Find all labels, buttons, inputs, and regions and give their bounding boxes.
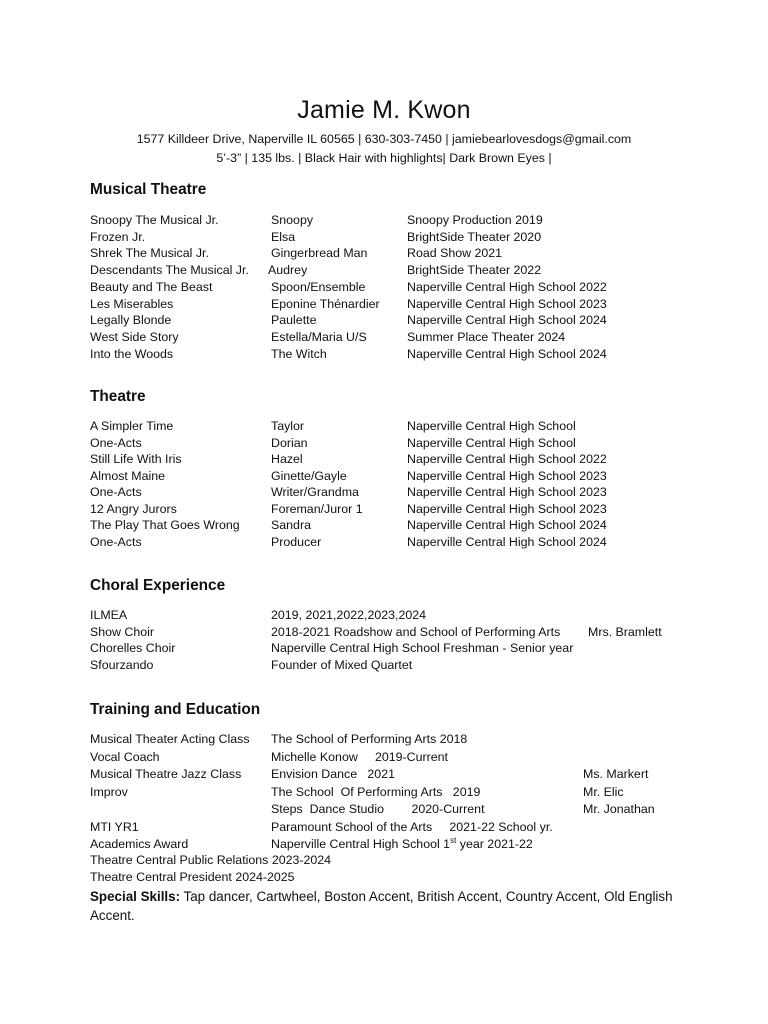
- section-title-choral: Choral Experience: [90, 577, 226, 594]
- row-extra: Naperville Central High School 2024: [407, 518, 607, 532]
- list-row: [0, 312, 768, 329]
- row-extra: Ms. Markert: [583, 767, 649, 781]
- row-detail: Taylor: [271, 419, 305, 433]
- row-extra: Summer Place Theater 2024: [407, 329, 566, 344]
- row-detail: Paramount School of the Arts 2021-22 School yr.: [271, 819, 553, 834]
- row-detail: Founder of Mixed Quartet: [271, 657, 413, 672]
- list-row: [0, 749, 768, 766]
- row-detail: Sandra: [271, 518, 311, 532]
- row-extra: Naperville Central High School 2024: [407, 534, 607, 549]
- list-row: [0, 329, 768, 346]
- row-extra: Naperville Central High School 2023: [407, 485, 607, 499]
- list-row: [0, 212, 768, 229]
- row-extra: Mr. Jonathan: [583, 802, 655, 816]
- row-title: MTI YR1: [90, 819, 139, 834]
- row-extra: Road Show 2021: [407, 246, 503, 261]
- special-skills: [90, 887, 690, 925]
- row-title: Musical Theater Acting Class: [90, 732, 250, 746]
- list-row: [0, 229, 768, 246]
- row-title: A Simpler Time: [90, 419, 174, 433]
- row-extra: Naperville Central High School 2022: [407, 279, 607, 294]
- row-detail: Steps Dance Studio 2020-Current: [271, 802, 485, 816]
- row-detail: Envision Dance 2021: [271, 767, 395, 781]
- row-extra: BrightSide Theater 2022: [407, 263, 542, 278]
- row-title: Sfourzando: [90, 657, 154, 672]
- extra-line-text: Theatre Central President 2024-2025: [90, 870, 295, 884]
- extra-line: [0, 852, 768, 869]
- row-extra: Naperville Central High School 2023: [407, 501, 607, 516]
- row-extra: Mrs. Bramlett: [588, 624, 662, 639]
- stats-line: 5’-3” | 135 lbs. | Black Hair with highlights| Dark Brown Eyes |: [216, 151, 552, 165]
- row-detail: Audrey: [268, 263, 308, 278]
- list-row: [0, 451, 768, 468]
- list-row: [0, 657, 768, 674]
- row-title: Show Choir: [90, 624, 155, 639]
- row-extra: Naperville Central High School 2024: [407, 313, 607, 328]
- row-detail: Paulette: [271, 313, 317, 328]
- row-extra: Naperville Central High School 2024: [407, 346, 607, 361]
- extra-line: [0, 869, 768, 886]
- list-row: [0, 517, 768, 534]
- row-extra: Naperville Central High School 2023: [407, 296, 607, 311]
- row-detail: The School Of Performing Arts 2019: [271, 784, 481, 799]
- academics-year: year 2021-22: [456, 837, 533, 851]
- list-row: [0, 296, 768, 313]
- list-row: [0, 801, 768, 818]
- list-row: [0, 279, 768, 296]
- row-detail: The Witch: [271, 346, 327, 361]
- contact-line: 1577 Killdeer Drive, Naperville IL 60565 | 630-303-7450 | jamiebearlovesdogs@gmail.com: [136, 132, 632, 146]
- special-skills-text: Tap dancer, Cartwheel, Boston Accent, British Accent, Country Accent, Old English Accent.: [90, 889, 673, 923]
- row-title: Shrek The Musical Jr.: [90, 246, 209, 261]
- row-detail: Elsa: [271, 229, 296, 244]
- row-title: Academics Award: [90, 837, 189, 851]
- extra-line-text: Theatre Central Public Relations 2023-2024: [90, 853, 332, 867]
- row-title: Musical Theatre Jazz Class: [90, 767, 242, 781]
- row-title: The Play That Goes Wrong: [90, 518, 240, 532]
- row-extra: Mr. Elic: [583, 784, 624, 799]
- row-detail: Gingerbread Man: [271, 246, 368, 261]
- list-row: [0, 501, 768, 518]
- section-title-musical-theatre: Musical Theatre: [90, 181, 207, 198]
- row-title: Almost Maine: [90, 468, 166, 483]
- row-detail: Michelle Konow 2019-Current: [271, 749, 448, 764]
- list-row: [0, 435, 768, 452]
- row-detail: Estella/Maria U/S: [271, 329, 367, 344]
- row-detail: Producer: [271, 534, 322, 549]
- row-extra: Naperville Central High School 2023: [407, 468, 607, 483]
- list-row: [0, 484, 768, 501]
- row-title: Les Miserables: [90, 296, 174, 311]
- row-detail: 2019, 2021,2022,2023,2024: [271, 608, 427, 622]
- list-row: [0, 819, 768, 836]
- row-detail: Foreman/Juror 1: [271, 501, 363, 516]
- special-skills-label: Special Skills:: [90, 889, 181, 904]
- list-row: [0, 346, 768, 363]
- section-title-theatre: Theatre: [90, 388, 146, 405]
- list-row: [0, 624, 768, 641]
- list-row: [0, 418, 768, 435]
- row-title: Vocal Coach: [90, 749, 160, 764]
- ordinal-suffix: st: [450, 835, 457, 845]
- candidate-name: Jamie M. Kwon: [297, 96, 471, 124]
- list-row: [0, 534, 768, 551]
- list-row: [0, 607, 768, 624]
- row-title: Improv: [90, 784, 128, 799]
- section-title-training: Training and Education: [90, 701, 261, 718]
- row-title: Legally Blonde: [90, 313, 172, 328]
- row-title: Beauty and The Beast: [90, 279, 213, 294]
- row-title: ILMEA: [90, 608, 128, 622]
- list-row: [0, 784, 768, 801]
- row-detail: Spoon/Ensemble: [271, 279, 366, 294]
- row-title: One-Acts: [90, 435, 142, 450]
- list-row: [0, 468, 768, 485]
- row-detail: Writer/Grandma: [271, 485, 359, 499]
- row-detail: Naperville Central High School 1st year 2021-22: [271, 835, 533, 851]
- row-detail: Dorian: [271, 435, 308, 450]
- list-row: [0, 836, 768, 853]
- row-extra: BrightSide Theater 2020: [407, 229, 542, 244]
- row-title: Descendants The Musical Jr.: [90, 263, 249, 278]
- row-detail: Hazel: [271, 452, 303, 466]
- row-extra: Naperville Central High School 2022: [407, 452, 607, 466]
- row-detail: 2018-2021 Roadshow and School of Performing Arts: [271, 624, 561, 639]
- row-detail: The School of Performing Arts 2018: [271, 732, 468, 746]
- row-title: 12 Angry Jurors: [90, 501, 177, 516]
- row-extra: Snoopy Production 2019: [407, 213, 543, 227]
- row-title: One-Acts: [90, 534, 142, 549]
- row-extra: Naperville Central High School: [407, 419, 576, 433]
- list-row: [0, 766, 768, 783]
- row-title: Still Life With Iris: [90, 452, 182, 466]
- row-title: West Side Story: [90, 329, 179, 344]
- list-row: [0, 640, 768, 657]
- row-detail: Ginette/Gayle: [271, 468, 347, 483]
- list-row: [0, 262, 768, 279]
- list-row: [0, 731, 768, 748]
- row-detail: Naperville Central High School Freshman - Senior year: [271, 641, 574, 655]
- row-title: Into the Woods: [90, 346, 174, 361]
- row-title: One-Acts: [90, 485, 142, 499]
- row-extra: Naperville Central High School: [407, 435, 576, 450]
- row-title: Frozen Jr.: [90, 229, 146, 244]
- row-title: Chorelles Choir: [90, 641, 176, 655]
- row-detail: Snoopy: [271, 213, 314, 227]
- list-row: [0, 245, 768, 262]
- row-detail: Eponine Thénardier: [271, 296, 380, 311]
- row-title: Snoopy The Musical Jr.: [90, 213, 219, 227]
